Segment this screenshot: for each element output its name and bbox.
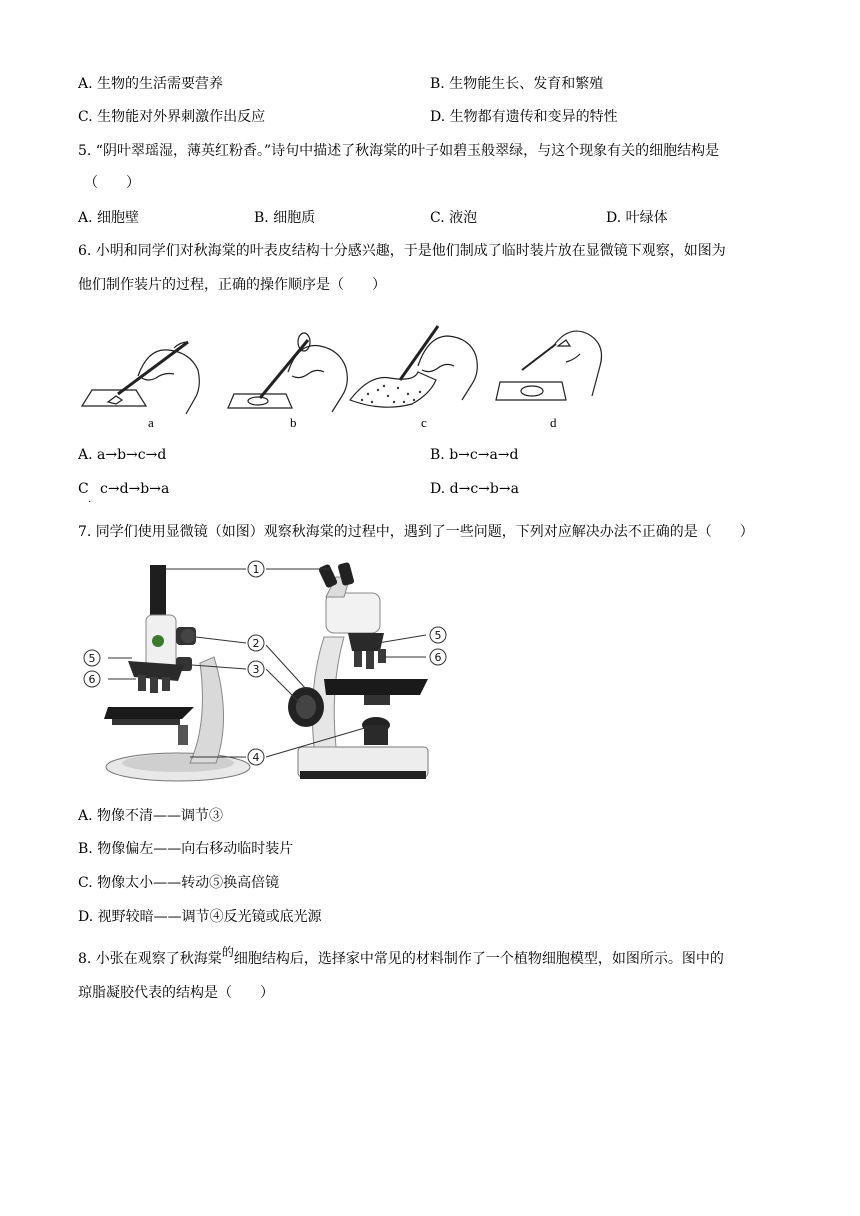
svg-text:1: 1: [252, 563, 260, 576]
svg-text:2: 2: [252, 637, 260, 650]
q6-option-c-dot: .: [88, 494, 92, 505]
q5-stem-line1: 5. “阴叶翠瑶湿，薄英红粉香。”诗句中描述了秋海棠的叶子如碧玉般翠绿，与这个现象有关的细胞结构是: [78, 143, 720, 159]
step-c-illustration: [350, 326, 477, 407]
svg-text:6: 6: [88, 673, 96, 686]
q7-option-b: B. 物像偏左——向右移动临时装片: [78, 841, 294, 857]
svg-text:4: 4: [252, 751, 260, 764]
step-d-illustration: [496, 331, 602, 400]
q4-option-c: C. 生物能对外界刺激作出反应: [78, 109, 266, 125]
q5-stem-line2: （ ）: [84, 175, 140, 191]
microscope-figure: [78, 557, 458, 787]
figure-label-b: b: [290, 415, 297, 430]
svg-text:5: 5: [434, 629, 442, 642]
q8-stem-line2: 琼脂凝胶代表的结构是（ ）: [78, 985, 274, 1001]
q8-stem-superscript: 的: [221, 945, 234, 959]
q8-stem-part-a: 8. 小张在观察了秋海棠: [78, 951, 222, 967]
q7-stem: 7. 同学们使用显微镜（如图）观察秋海棠的过程中，遇到了一些问题，下列对应解决办法不正确的是（ ）: [78, 524, 754, 540]
q5-option-c: C. 液泡: [430, 210, 478, 226]
figure-label-d: d: [550, 415, 557, 430]
q8-stem-line1: [78, 945, 724, 968]
q6-option-a: A. a→b→c→d: [78, 447, 167, 463]
step-a-illustration: [82, 342, 199, 414]
svg-text:6: 6: [434, 651, 442, 664]
q7-option-d: D. 视野较暗——调节④反光镜或底光源: [78, 909, 322, 925]
figure-label-c: c: [421, 415, 427, 430]
svg-text:5: 5: [88, 652, 96, 665]
figure-label-a: a: [148, 415, 154, 430]
electric-microscope: [288, 562, 428, 779]
svg-text:3: 3: [252, 663, 260, 676]
mirror-microscope: [104, 565, 250, 781]
q7-option-a: A. 物像不清——调节③: [78, 808, 224, 824]
q5-option-b: B. 细胞质: [254, 210, 316, 226]
q6-stem-line2: 他们制作装片的过程，正确的操作顺序是（ ）: [78, 277, 386, 293]
q8-stem-part-b: 细胞结构后，选择家中常见的材料制作了一个植物细胞模型，如图所示。图中的: [233, 951, 724, 967]
slide-preparation-figure: [78, 318, 618, 434]
q6-option-b: B. b→c→a→d: [430, 447, 519, 463]
q4-option-b: B. 生物能生长、发育和繁殖: [430, 76, 604, 92]
q5-option-d: D. 叶绿体: [606, 210, 668, 226]
q5-option-a: A. 细胞壁: [78, 210, 140, 226]
q6-option-c: c→d→b→a: [100, 481, 170, 497]
q6-option-c-letter: C: [78, 481, 89, 497]
q6-stem-line1: 6. 小明和同学们对秋海棠的叶表皮结构十分感兴趣，于是他们制成了临时装片放在显微镜下观察，如图为: [78, 243, 726, 259]
q4-option-a: A. 生物的生活需要营养: [78, 76, 224, 92]
step-b-illustration: [228, 333, 347, 412]
q7-option-c: C. 物像太小——转动⑤换高倍镜: [78, 875, 280, 891]
q6-option-d: D. d→c→b→a: [430, 481, 519, 497]
q4-option-d: D. 生物都有遗传和变异的特性: [430, 109, 618, 125]
